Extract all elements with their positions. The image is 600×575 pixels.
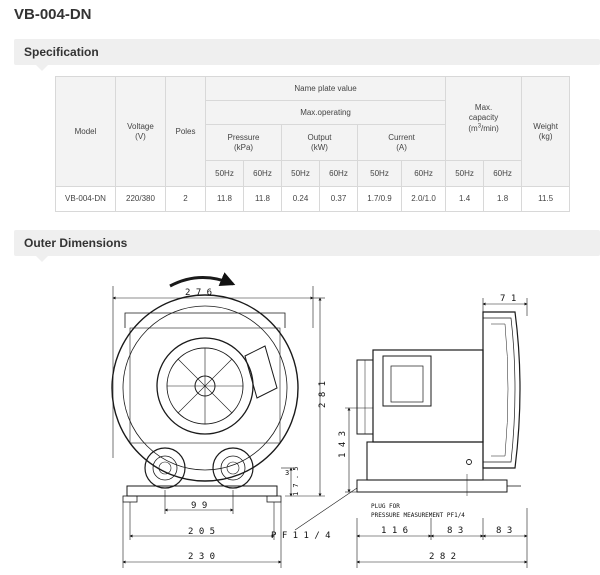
header-voltage-label: Voltage [127, 121, 154, 131]
header-max-capacity-line2: capacity [468, 113, 499, 123]
specification-label: Specification [24, 45, 99, 59]
header-current-50hz: 50Hz [358, 161, 402, 187]
outer-dimensions-label: Outer Dimensions [24, 236, 128, 250]
dim-116: 1 1 6 [381, 526, 409, 536]
cell-model: VB-004-DN [56, 187, 116, 212]
side-view [271, 294, 527, 568]
header-pressure [206, 125, 282, 161]
pf-label: P F 1 1 / 4 [271, 531, 331, 541]
header-max-capacity-line1: Max. [474, 103, 493, 113]
cell-current-50hz: 1.7/0.9 [358, 187, 402, 212]
header-weight-unit: (kg) [538, 131, 553, 141]
header-output-unit: (kW) [311, 142, 328, 152]
dim-3: 3 [285, 469, 290, 477]
dim-276: 2 7 6 [185, 288, 213, 298]
specification-table [55, 76, 570, 212]
header-current-60hz: 60Hz [402, 161, 446, 187]
cell-voltage: 220/380 [116, 187, 166, 212]
header-pressure-50hz: 50Hz [206, 161, 244, 187]
specification-header [14, 39, 600, 65]
dim-83-right: 8 3 [496, 526, 513, 536]
outer-dimensions-header [14, 230, 600, 256]
header-weight-label: Weight [533, 121, 558, 131]
header-output-label: Output [307, 132, 332, 142]
plug-note-line2: PRESSURE MEASUREMENT PF1/4 [371, 512, 465, 519]
outer-dimensions-drawing [95, 268, 535, 570]
header-name-plate: Name plate value [206, 77, 446, 101]
rotation-arrow-icon [170, 277, 233, 286]
front-view [112, 277, 328, 568]
header-current-unit: (A) [396, 142, 407, 152]
header-max-operating: Max.operating [206, 101, 446, 125]
header-current [358, 125, 446, 161]
cell-pressure-50hz: 11.8 [206, 187, 244, 212]
dim-143: 1 4 3 [338, 430, 348, 458]
dim-282: 2 8 2 [429, 552, 457, 562]
dim-281: 2 8 1 [318, 380, 328, 408]
product-title: VB-004-DN [14, 6, 92, 23]
cell-capacity-60hz: 1.8 [484, 187, 522, 212]
cell-current-60hz: 2.0/1.0 [402, 187, 446, 212]
header-model: Model [56, 77, 116, 187]
header-poles: Poles [166, 77, 206, 187]
plug-note-line1: PLUG FOR [371, 503, 400, 510]
header-output [282, 125, 358, 161]
header-weight [522, 77, 570, 187]
header-pressure-label: Pressure [227, 132, 260, 142]
header-notch [36, 256, 48, 262]
dim-99: 9 9 [191, 501, 208, 511]
dim-17-5: 1 7 . 5 [292, 466, 300, 496]
header-current-label: Current [388, 132, 415, 142]
dim-205: 2 0 5 [188, 527, 216, 537]
cell-output-50hz: 0.24 [282, 187, 320, 212]
dim-71: 7 1 [500, 294, 517, 304]
cell-weight: 11.5 [522, 187, 570, 212]
header-output-60hz: 60Hz [320, 161, 358, 187]
dim-83-left: 8 3 [447, 526, 464, 536]
header-output-50hz: 50Hz [282, 161, 320, 187]
header-voltage-unit: (V) [135, 131, 146, 141]
cell-pressure-60hz: 11.8 [244, 187, 282, 212]
header-pressure-unit: (kPa) [233, 142, 254, 152]
cell-poles: 2 [166, 187, 206, 212]
cell-output-60hz: 0.37 [320, 187, 358, 212]
header-voltage [116, 77, 166, 187]
header-capacity-60hz: 60Hz [484, 161, 522, 187]
table-row [56, 187, 570, 212]
dim-230: 2 3 0 [188, 552, 216, 562]
cell-capacity-50hz: 1.4 [446, 187, 484, 212]
header-max-capacity-unit: $(m^3/\min)$ [468, 123, 499, 133]
header-max-capacity [446, 77, 522, 161]
header-pressure-60hz: 60Hz [244, 161, 282, 187]
header-notch [36, 65, 48, 71]
header-capacity-50hz: 50Hz [446, 161, 484, 187]
